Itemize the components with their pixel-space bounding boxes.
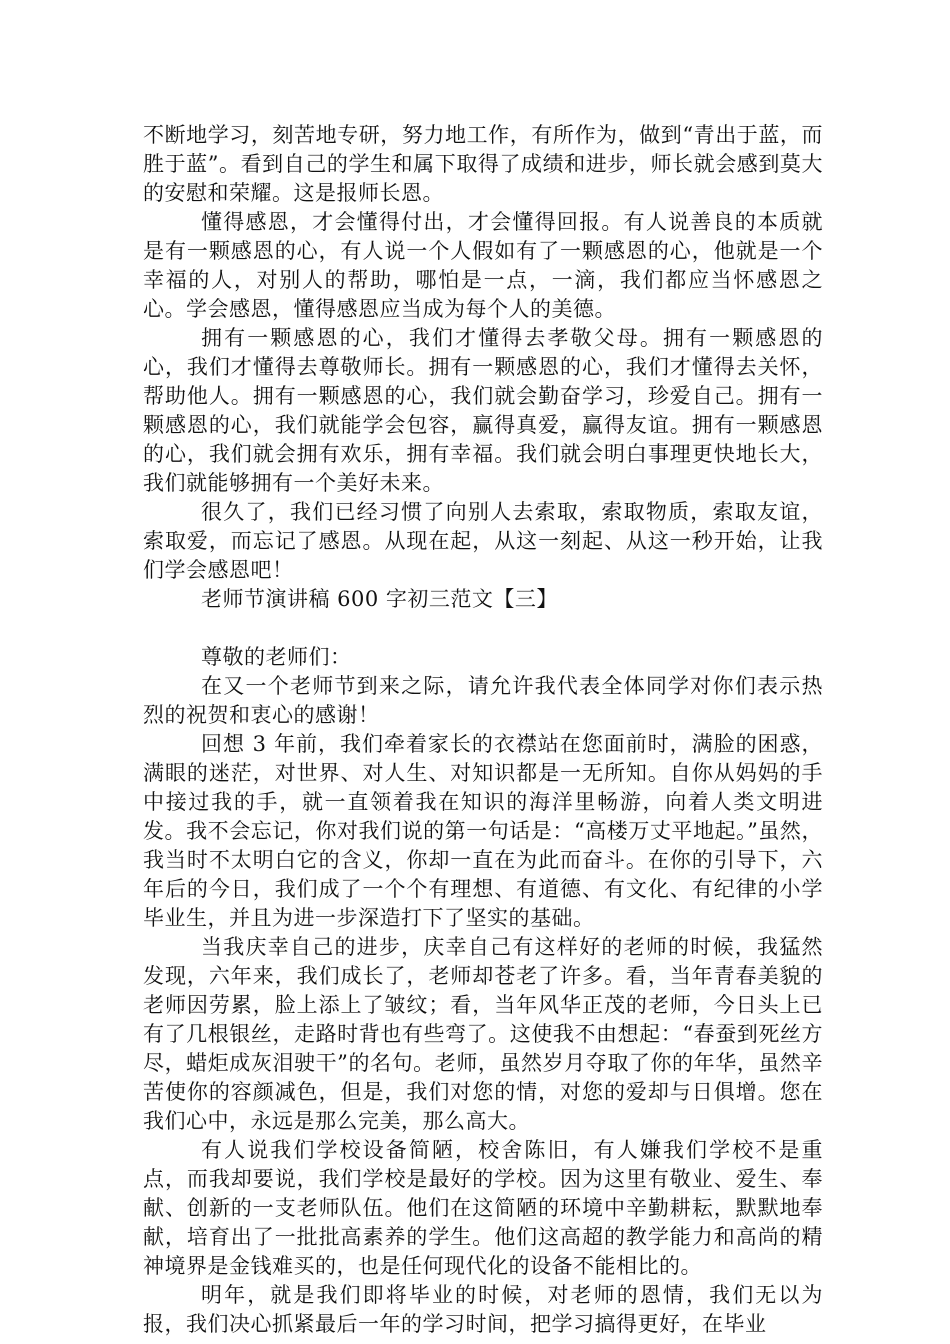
paragraph-learn-gratitude: 很久了，我们已经习惯了向别人去索取，索取物质，索取友谊，索取爱，而忘记了感恩。从现在起，从这一刻起、从这一秒开始，让我们学会感恩吧！ (143, 500, 823, 582)
document-body (143, 121, 823, 1339)
speech-paragraph: 回想 3 年前，我们牵着家长的衣襟站在您面前时，满脸的困惑，满眼的迷茫，对世界、对人生、对知识都是一无所知。自你从妈妈的手中接过我的手，就一直领着我在知识的海洋里畅游，向着人类文明进发。我不会忘记，你对我们说的第一句话是：“高楼万丈平地起。”虽然，我当时不太明白它的含义，你却一直在为此而奋斗。在你的引导下，六年后的今日，我们成了一个个有理想、有道德、有文化、有纪律的小学毕业生，并且为进一步深造打下了坚实的基础。 (143, 732, 823, 930)
speech-paragraph: 当我庆幸自己的进步，庆幸自己有这样好的老师的时候，我猛然发现，六年来，我们成长了，老师却苍老了许多。看，当年青春美貌的老师因劳累，脸上添上了皱纹；看，当年风华正茂的老师，今日头上已有了几根银丝，走路时背也有些弯了。这使我不由想起：“春蚕到死丝方尽，蜡炬成灰泪驶干”的名句。老师，虽然岁月夺取了你的年华，虽然辛苦使你的容颜减色，但是，我们对您的情，对您的爱却与日俱增。您在我们心中，永远是那么完美，那么高大。 (143, 935, 823, 1133)
speech-paragraph: 有人说我们学校设备简陋，校舍陈旧，有人嫌我们学校不是重点，而我却要说，我们学校是最好的学校。因为这里有敬业、爱生、奉献、创新的一支老师队伍。他们在这简陋的环境中辛勤耕耘，默默地奉献，培育出了一批批高素养的学生。他们这高超的教学能力和高尚的精神境界是金钱难买的，也是任何现代化的设备不能相比的。 (143, 1138, 823, 1278)
paragraph-continued: 不断地学习，刻苦地专研，努力地工作，有所作为，做到“青出于蓝，而胜于蓝”。看到自己的学生和属下取得了成绩和进步，师长就会感到莫大的安慰和荣耀。这是报师长恩。 (143, 123, 823, 205)
speech-paragraph: 明年，就是我们即将毕业的时候，对老师的恩情，我们无以为报，我们决心抓紧最后一年的学习时间，把学习搞得更好，在毕业 (143, 1283, 823, 1336)
paragraph-grateful-heart: 拥有一颗感恩的心，我们才懂得去孝敬父母。拥有一颗感恩的心，我们才懂得去尊敬师长。拥有一颗感恩的心，我们才懂得去关怀，帮助他人。拥有一颗感恩的心，我们就会勤奋学习，珍爱自己。拥有一颗感恩的心，我们就能学会包容，赢得真爱，赢得友谊。拥有一颗感恩的心，我们就会拥有欢乐，拥有幸福。我们就会明白事理更快地长大，我们就能够拥有一个美好未来。 (143, 326, 823, 495)
paragraph-gratitude: 懂得感恩，才会懂得付出，才会懂得回报。有人说善良的本质就是有一颗感恩的心，有人说一个人假如有了一颗感恩的心，他就是一个幸福的人，对别人的帮助，哪怕是一点，一滴，我们都应当怀感恩之心。学会感恩，懂得感恩应当成为每个人的美德。 (143, 210, 823, 321)
salutation: 尊敬的老师们： (201, 645, 352, 669)
blank-line (143, 614, 823, 643)
speech-paragraph: 在又一个老师节到来之际，请允许我代表全体同学对你们表示热烈的祝贺和衷心的感谢！ (143, 674, 823, 727)
section-heading: 老师节演讲稿 600 字初三范文【三】 (201, 587, 558, 611)
